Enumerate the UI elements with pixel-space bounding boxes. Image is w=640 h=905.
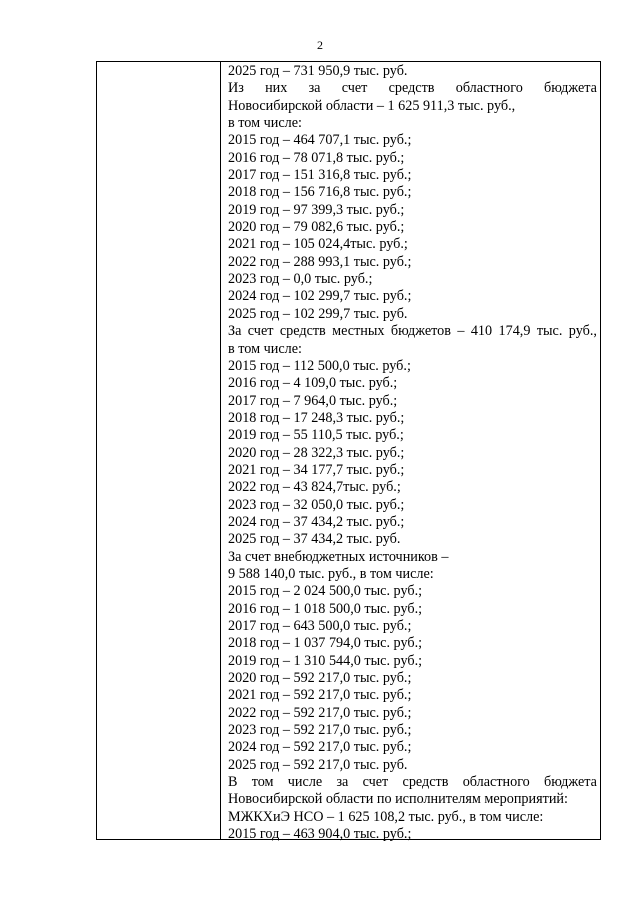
- text-line: 2016 год – 4 109,0 тыс. руб.;: [228, 375, 398, 392]
- word: за: [336, 774, 349, 791]
- text-line: 2018 год – 17 248,3 тыс. руб.;: [228, 409, 405, 426]
- text-line: Новосибирской области по исполнителям мероприятий:: [228, 791, 568, 808]
- text-line: 2021 год – 34 177,7 тыс. руб.;: [228, 461, 405, 478]
- text-line: За счет внебюджетных источников –: [228, 548, 449, 565]
- word: местных: [332, 323, 385, 340]
- text-line: 2021 год – 105 024,4тыс. руб.;: [228, 236, 408, 253]
- page-number: 2: [317, 38, 323, 52]
- justified-line-oblast-intro: [228, 80, 597, 97]
- word: счет: [247, 323, 274, 340]
- text-line: 2024 год – 102 299,7 тыс. руб.;: [228, 288, 412, 305]
- text-line: 2020 год – 79 082,6 тыс. руб.;: [228, 219, 405, 236]
- text-line: 2023 год – 0,0 тыс. руб.;: [228, 271, 373, 288]
- justified-line-local-intro: [228, 323, 597, 340]
- text-line: 2018 год – 156 716,8 тыс. руб.;: [228, 184, 412, 201]
- word: бюджетов: [390, 323, 451, 340]
- text-line: 2019 год – 55 110,5 тыс. руб.;: [228, 427, 404, 444]
- text-line: 2020 год – 28 322,3 тыс. руб.;: [228, 444, 405, 461]
- text-line: 2022 год – 43 824,7тыс. руб.;: [228, 479, 401, 496]
- text-line: в том числе:: [228, 115, 302, 132]
- text-line: 2025 год – 102 299,7 тыс. руб.: [228, 305, 408, 322]
- text-line: 2025 год – 731 950,9 тыс. руб.: [228, 63, 408, 79]
- text-line: 2022 год – 592 217,0 тыс. руб.;: [228, 704, 412, 721]
- word: –: [457, 323, 465, 340]
- word: том: [251, 774, 274, 791]
- text-line: 2016 год – 1 018 500,0 тыс. руб.;: [228, 600, 423, 617]
- text-line: 2024 год – 592 217,0 тыс. руб.;: [228, 739, 412, 756]
- word: 410: [470, 323, 493, 340]
- text-line: 2015 год – 2 024 500,0 тыс. руб.;: [228, 583, 423, 600]
- word: за: [308, 80, 321, 97]
- word: средств: [279, 323, 326, 340]
- word: бюджета: [544, 80, 597, 97]
- text-line: Новосибирской области – 1 625 911,3 тыс. руб.,: [228, 97, 516, 114]
- text-line: 2025 год – 37 434,2 тыс. руб.: [228, 531, 401, 548]
- text-line: 2016 год – 78 071,8 тыс. руб.;: [228, 149, 405, 166]
- word: счет: [362, 774, 389, 791]
- text-line: 2019 год – 97 399,3 тыс. руб.;: [228, 201, 405, 218]
- text-line: 2021 год – 592 217,0 тыс. руб.;: [228, 687, 412, 704]
- word: В: [228, 774, 238, 791]
- text-line: 2023 год – 32 050,0 тыс. руб.;: [228, 496, 405, 513]
- text-line: 2017 год – 643 500,0 тыс. руб.;: [228, 618, 412, 634]
- funding-table: [96, 61, 601, 843]
- text-line: 2022 год – 288 993,1 тыс. руб.;: [228, 253, 412, 270]
- text-line: 2024 год – 37 434,2 тыс. руб.;: [228, 513, 405, 530]
- text-line: 2018 год – 1 037 794,0 тыс. руб.;: [228, 635, 423, 652]
- text-line: МЖКХиЭ НСО – 1 625 108,2 тыс. руб., в том числе:: [228, 808, 544, 825]
- word: средств: [388, 80, 435, 97]
- word: За: [228, 323, 242, 340]
- word: тыс.: [536, 323, 563, 340]
- text-line: 2019 год – 1 310 544,0 тыс. руб.;: [228, 652, 423, 669]
- text-line: 2015 год – 112 500,0 тыс. руб.;: [228, 357, 411, 374]
- funding-cell: [228, 63, 597, 843]
- text-line: 2015 год – 463 904,0 тыс. руб.;: [228, 826, 412, 843]
- word: Из: [228, 80, 244, 97]
- column-divider: [220, 62, 221, 839]
- text-line: в том числе:: [228, 340, 302, 357]
- text-line: 2020 год – 592 217,0 тыс. руб.;: [228, 670, 412, 687]
- word: счет: [341, 80, 368, 97]
- text-line: 9 588 140,0 тыс. руб., в том числе:: [228, 565, 434, 582]
- word: областного: [455, 80, 523, 97]
- text-line: 2017 год – 151 316,8 тыс. руб.;: [228, 167, 412, 184]
- word: руб.,: [568, 323, 597, 340]
- text-line: 2015 год – 464 707,1 тыс. руб.;: [228, 132, 412, 149]
- text-line: 2023 год – 592 217,0 тыс. руб.;: [228, 722, 412, 739]
- word: них: [265, 80, 288, 97]
- word: 174,9: [498, 323, 531, 340]
- word: числе: [287, 774, 323, 791]
- text-line: 2017 год – 7 964,0 тыс. руб.;: [228, 392, 398, 409]
- word: средств: [402, 774, 449, 791]
- justified-line-executors-intro: [228, 774, 597, 791]
- word: бюджета: [544, 774, 597, 791]
- text-line: 2025 год – 592 217,0 тыс. руб.: [228, 756, 408, 773]
- word: областного: [462, 774, 530, 791]
